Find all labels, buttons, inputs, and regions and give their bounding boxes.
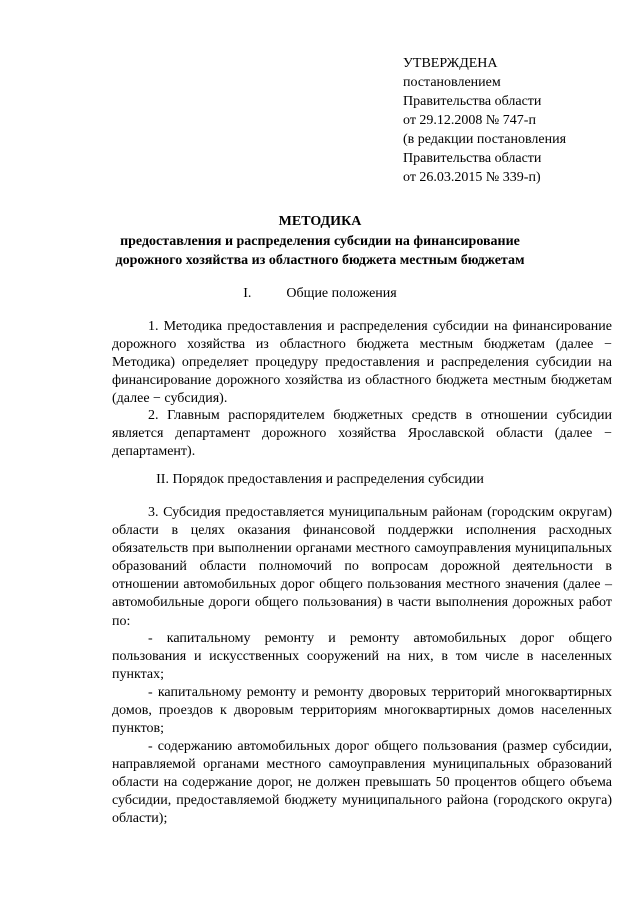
paragraph-3: 3. Субсидия предоставляется муниципальным районам (городским округам) области в целях оказания финансовой поддержки исполнения расходных обязательств при выполнении органами местного самоуправления муниципальных образований области полномочий по вопросам дорожной деятельности в отношении автомобильных дорог общего пользования местного значения (далее – автомобильные дороги общего пользования) в части выполнения дорожных работ по:	[112, 505, 612, 629]
approval-line: (в редакции постановления	[403, 132, 567, 147]
approval-line: постановлением	[403, 75, 501, 90]
approval-line: Правительства области	[403, 151, 542, 166]
approval-line: от 29.12.2008 № 747-п	[403, 113, 536, 128]
list-item-courtyards-repair: - капитальному ремонту и ремонту дворовых территорий многоквартирных домов, проездов к дворовым территориям многоквартирных домов населенных пунктов;	[112, 685, 612, 737]
approval-line: Правительства области	[403, 94, 542, 109]
document-title: МЕТОДИКА	[278, 214, 362, 229]
approval-line: от 26.03.2015 № 339-п)	[403, 170, 541, 185]
approval-stamp	[403, 54, 623, 187]
document-subtitle-line-2: дорожного хозяйства из областного бюджета местным бюджетам	[115, 253, 525, 268]
paragraph-1: 1. Методика предоставления и распределения субсидии на финансирование дорожного хозяйства из областного бюджета местным бюджетам (далее − Методика) определяет процедуру предоставления и распределения субсидии на финансирование дорожного хозяйства из областного бюджета местным бюджетам (далее − субсидия).	[112, 319, 612, 407]
paragraph-2: 2. Главным распорядителем бюджетных средств в отношении субсидии является департамент дорожного хозяйства Ярославской области (далее − департамент).	[112, 408, 612, 460]
list-item-roads-repair: - капитальному ремонту и ремонту автомобильных дорог общего пользования и искусственных сооружений на них, в том числе в населенных пунктах;	[112, 631, 612, 683]
section-heading-procedure: II. Порядок предоставления и распределения субсидии	[156, 472, 484, 487]
list-item-roads-maintenance: - содержанию автомобильных дорог общего пользования (размер субсидии, направляемой органами местного самоуправления муниципальных образований области на содержание дорог, не должен превышать 50 процентов общего объема субсидии, предоставляемой бюджету муниципального района (городского округа) области);	[112, 739, 612, 827]
approval-line: УТВЕРЖДЕНА	[403, 56, 498, 71]
document-subtitle-line-1: предоставления и распределения субсидии на финансирование	[120, 234, 520, 249]
section-heading-general: I. Общие положения	[243, 286, 397, 301]
